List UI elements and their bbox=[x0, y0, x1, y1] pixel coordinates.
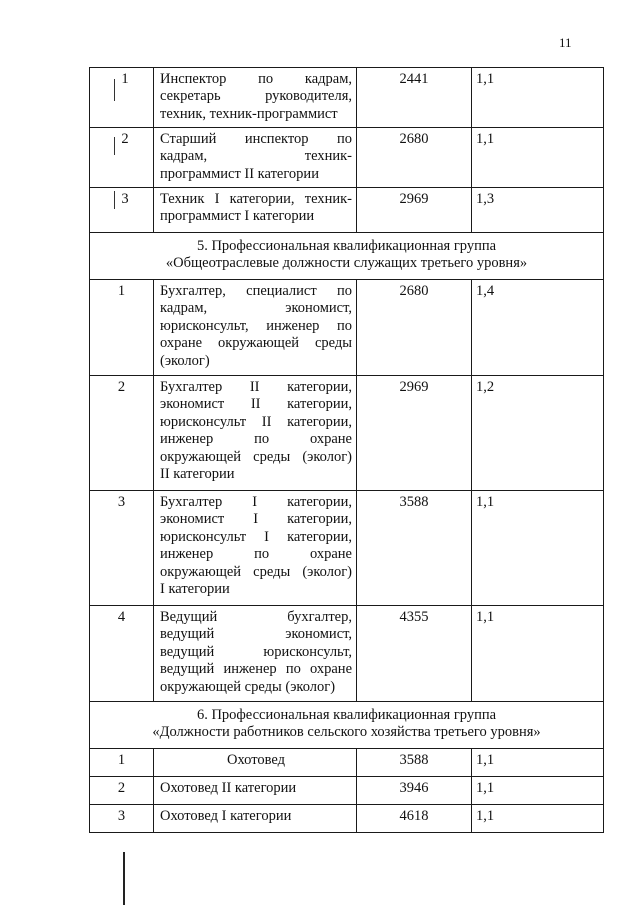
coefficient-value: 1,3 bbox=[472, 188, 604, 233]
row-number: 2 bbox=[90, 128, 154, 188]
coefficient-value: 1,1 bbox=[472, 606, 604, 702]
group-6-title: 6. Профессиональная квалификационная группа «Должности работников сельского хозяйства третьего уровня» bbox=[90, 702, 604, 749]
table-row bbox=[90, 68, 604, 128]
group-header-row bbox=[90, 702, 604, 749]
page-number: 11 bbox=[559, 35, 572, 50]
salary-value: 3946 bbox=[357, 777, 472, 805]
row-number: 1 bbox=[90, 280, 154, 376]
qualification-table bbox=[89, 67, 604, 833]
salary-value: 2441 bbox=[357, 68, 472, 128]
row-number: 3 bbox=[90, 188, 154, 233]
salary-value: 3588 bbox=[357, 749, 472, 777]
row-number: 3 bbox=[90, 491, 154, 606]
table-row bbox=[90, 749, 604, 777]
position-name: Ведущий бухгалтер, ведущий экономист, ведущий юрисконсульт, ведущий инженер по охране окружающей среды (эколог) bbox=[154, 606, 357, 702]
table-row bbox=[90, 491, 604, 606]
salary-value: 2969 bbox=[357, 376, 472, 491]
group-5-title: 5. Профессиональная квалификационная группа «Общеотраслевые должности служащих третьего уровня» bbox=[90, 233, 604, 280]
position-name: Старший инспектор по кадрам, техник- программист II категории bbox=[154, 128, 357, 188]
margin-mark bbox=[123, 852, 125, 905]
coefficient-value: 1,1 bbox=[472, 777, 604, 805]
table-row bbox=[90, 805, 604, 833]
salary-value: 2969 bbox=[357, 188, 472, 233]
row-number: 3 bbox=[90, 805, 154, 833]
salary-value: 2680 bbox=[357, 280, 472, 376]
row-number: 2 bbox=[90, 376, 154, 491]
position-name: Бухгалтер I категории, экономист I категории, юрисконсульт I категории, инженер по охране окружающей среды (эколог) I категории bbox=[154, 491, 357, 606]
position-name: Бухгалтер, специалист по кадрам, экономист, юрисконсульт, инженер по охране окружающей среды (эколог) bbox=[154, 280, 357, 376]
row-number: 4 bbox=[90, 606, 154, 702]
group-header-row bbox=[90, 233, 604, 280]
coefficient-value: 1,4 bbox=[472, 280, 604, 376]
table-row bbox=[90, 777, 604, 805]
row-number: 1 bbox=[90, 749, 154, 777]
table-row bbox=[90, 128, 604, 188]
coefficient-value: 1,1 bbox=[472, 749, 604, 777]
coefficient-value: 1,1 bbox=[472, 805, 604, 833]
table-row bbox=[90, 188, 604, 233]
position-name: Техник I категории, техник- программист I категории bbox=[154, 188, 357, 233]
position-name: Охотовед II категории bbox=[154, 777, 357, 805]
position-name: Охотовед bbox=[154, 749, 357, 777]
coefficient-value: 1,1 bbox=[472, 128, 604, 188]
row-number: 2 bbox=[90, 777, 154, 805]
salary-value: 4618 bbox=[357, 805, 472, 833]
salary-value: 2680 bbox=[357, 128, 472, 188]
position-name: Инспектор по кадрам, секретарь руководителя, техник, техник-программист bbox=[154, 68, 357, 128]
table-row bbox=[90, 606, 604, 702]
table-row bbox=[90, 376, 604, 491]
position-name: Охотовед I категории bbox=[154, 805, 357, 833]
coefficient-value: 1,2 bbox=[472, 376, 604, 491]
position-name: Бухгалтер II категории, экономист II категории, юрисконсульт II категории, инженер по охране окружающей среды (эколог) II категории bbox=[154, 376, 357, 491]
row-number: 1 bbox=[90, 68, 154, 128]
salary-value: 4355 bbox=[357, 606, 472, 702]
coefficient-value: 1,1 bbox=[472, 68, 604, 128]
coefficient-value: 1,1 bbox=[472, 491, 604, 606]
salary-value: 3588 bbox=[357, 491, 472, 606]
table-row bbox=[90, 280, 604, 376]
